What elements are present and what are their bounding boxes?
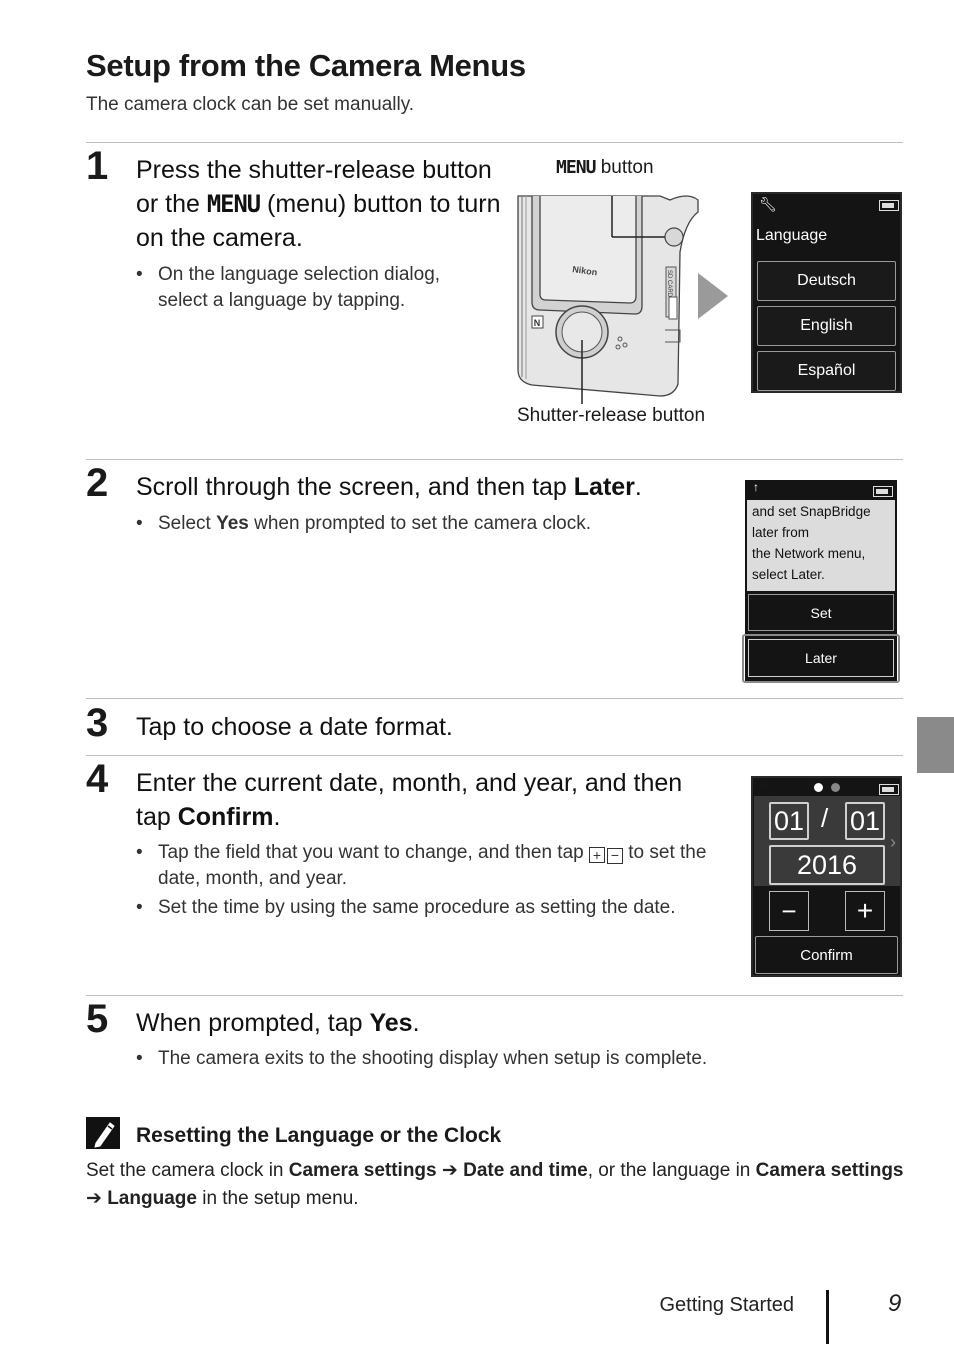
step-4-text-bold: Confirm [177, 803, 274, 831]
step-5-bullet-text: The camera exits to the shooting display when setup is complete. [158, 1048, 708, 1069]
note-body-bold: Language [107, 1188, 197, 1209]
note-body-bold: Camera settings [755, 1160, 904, 1181]
step-3-number: 3 [86, 701, 109, 745]
step-4-bullet-1-part1: Tap the field that you want to change, and then tap [158, 842, 589, 863]
step-1-bullet: • On the language selection dialog, select a language by tapping. [136, 264, 441, 311]
menu-word: MENU [206, 190, 261, 218]
next-arrow-icon [698, 273, 728, 319]
camera-illustration [510, 182, 730, 407]
step-2-bullet-part2: when prompted to set the camera clock. [248, 513, 592, 534]
date-screen [751, 776, 902, 977]
svg-text:N: N [533, 318, 541, 328]
arrow-icon: ➔ [436, 1160, 464, 1181]
plus-button[interactable]: + [845, 891, 885, 931]
divider [86, 459, 903, 460]
step-2-bullet-part1: Select [158, 513, 217, 534]
day-field[interactable]: 01 [769, 802, 809, 840]
pencil-icon [86, 1117, 120, 1149]
step-1-bullet-text: On the language selection dialog, select a language by tapping. [158, 264, 441, 311]
menu-button-word: MENU [556, 157, 596, 178]
minus-button[interactable]: − [769, 891, 809, 931]
plus-icon: + [589, 847, 605, 863]
section-tab [917, 717, 954, 773]
step-1-text [136, 153, 506, 255]
battery-icon [879, 200, 899, 211]
confirm-button[interactable]: Confirm [755, 936, 898, 974]
step-4-text-part1: Enter the current date, month, and year, and then tap [136, 769, 683, 831]
step-4-bullet-1: • Tap the field that you want to change, and then tap + − to set the date, month, and year. [136, 842, 707, 889]
page-dot [831, 783, 840, 792]
later-button[interactable]: Later [748, 639, 894, 677]
step-5-text-part2: . [412, 1009, 420, 1037]
step-1-text-part1: Press the shutter-release button or the [136, 156, 492, 218]
step-4-bullet-2-text: Set the time by using the same procedure as setting the date. [158, 897, 676, 918]
wrench-icon: 🔧︎ [759, 196, 777, 212]
battery-icon [879, 784, 899, 795]
message-line: and set SnapBridge [752, 504, 871, 519]
camera-side-text: SD CARD [666, 270, 672, 298]
page-number: 9 [888, 1290, 902, 1317]
step-2-number: 2 [86, 461, 109, 505]
message-line: the Network menu, [752, 546, 866, 561]
language-screen-title: Language [756, 227, 828, 244]
divider [86, 142, 903, 143]
step-2-text-part2: . [634, 473, 642, 501]
step-4-bullet-1-part2: to set the date, month, and year. [158, 842, 707, 889]
step-2-bullet-bold: Yes [216, 513, 249, 534]
snapbridge-message [747, 500, 895, 591]
month-field[interactable]: 01 [845, 802, 885, 840]
language-screen [751, 192, 902, 393]
note-body-part: Set the camera clock in [86, 1160, 289, 1181]
page-dot-active [814, 783, 823, 792]
step-2-bullet: • Select Yes when prompted to set the camera clock. [136, 513, 592, 534]
menu-button-label-text: button [600, 157, 654, 178]
divider [86, 995, 903, 996]
set-button[interactable]: Set [748, 594, 894, 631]
note-title: Resetting the Language or the Clock [136, 1124, 502, 1147]
message-line: later from [752, 525, 810, 540]
up-arrow-icon: ↑ [753, 480, 759, 494]
menu-button-label [556, 157, 654, 179]
note-body [86, 1157, 906, 1213]
note-body-bold: Date and time [463, 1160, 588, 1181]
note-body-part: in the setup menu. [196, 1188, 359, 1209]
step-4-text-part2: . [273, 803, 281, 831]
step-3-text: Tap to choose a date format. [136, 713, 453, 741]
step-2-text-part1: Scroll through the screen, and then tap [136, 473, 574, 501]
step-5-bullet: • The camera exits to the shooting display when setup is complete. [136, 1048, 708, 1069]
camera-brand: Nikon [571, 264, 598, 278]
minus-icon: − [607, 848, 623, 864]
step-5-text [136, 1006, 420, 1040]
shutter-release-label: Shutter-release button [517, 405, 706, 426]
snapbridge-screen [745, 480, 897, 683]
footer-section: Getting Started [659, 1294, 794, 1316]
wrench-icon: 🔧︎ [758, 779, 776, 795]
step-5-text-part1: When prompted, tap [136, 1009, 370, 1037]
date-separator: / [821, 803, 829, 833]
language-option-espanol[interactable]: Español [757, 351, 896, 391]
step-1-number: 1 [86, 144, 109, 188]
note-body-part: , or the language in [587, 1160, 756, 1181]
step-2-text [136, 470, 716, 504]
arrow-icon: ➔ [86, 1188, 108, 1209]
camera-menu-button [665, 228, 683, 246]
step-1-text-part2: (menu) button to turn on the camera. [136, 190, 501, 252]
divider [86, 755, 903, 756]
step-5-number: 5 [86, 997, 109, 1041]
page-title: Setup from the Camera Menus [86, 48, 526, 83]
step-4-number: 4 [86, 757, 109, 801]
language-option-english[interactable]: English [757, 306, 896, 346]
divider [86, 698, 903, 699]
step-4-text [136, 766, 696, 834]
step-2-text-bold: Later [573, 473, 635, 501]
language-option-deutsch[interactable]: Deutsch [757, 261, 896, 301]
page-subtitle: The camera clock can be set manually. [86, 94, 415, 115]
note-body-bold: Camera settings [288, 1160, 437, 1181]
chevron-right-icon: › [890, 832, 896, 852]
battery-icon [873, 486, 893, 497]
footer-divider [826, 1290, 829, 1344]
year-field[interactable]: 2016 [769, 845, 885, 885]
step-4-bullet-2: • Set the time by using the same procedure as setting the date. [136, 897, 676, 918]
step-5-text-bold: Yes [369, 1009, 413, 1037]
message-line: select Later. [752, 567, 825, 582]
